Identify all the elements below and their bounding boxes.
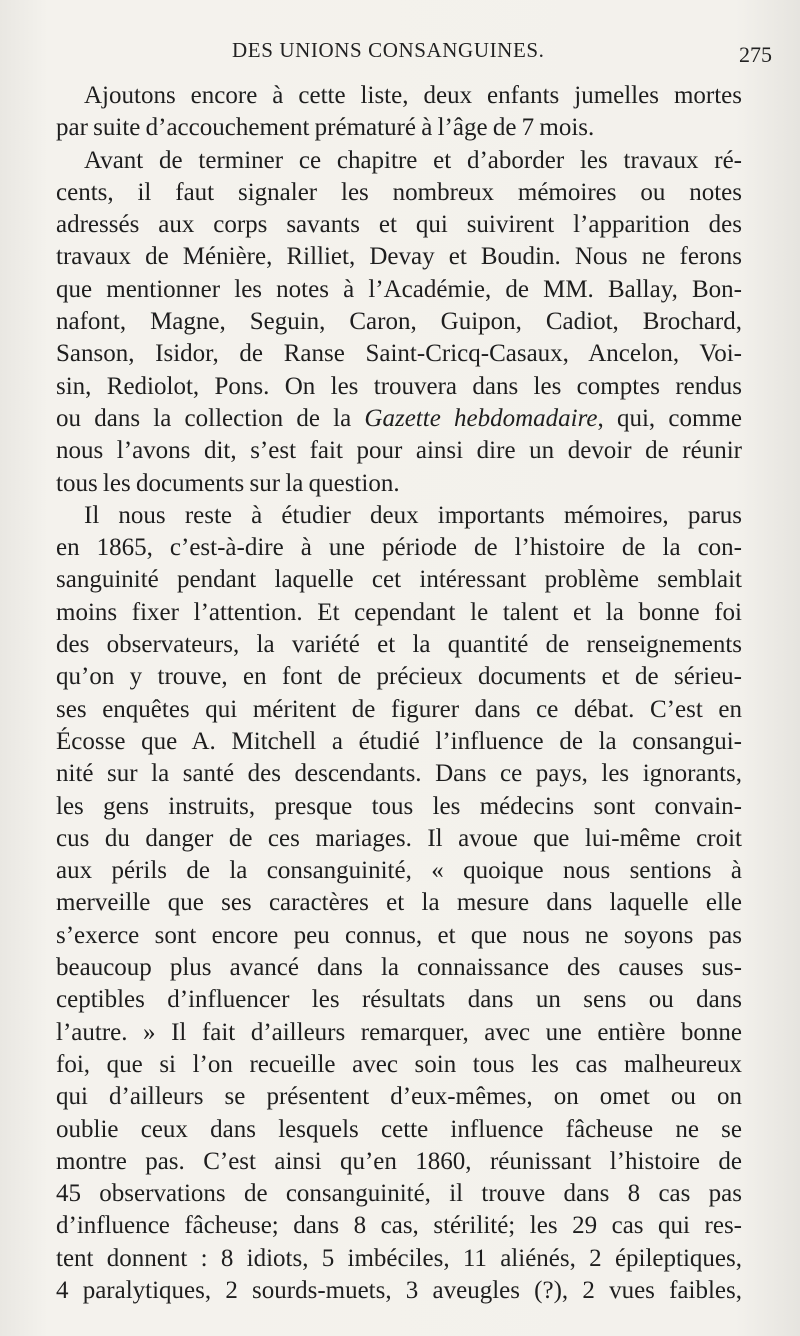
- text-line: merveille que ses caractères et la mesure dans laquelle elle: [56, 889, 742, 917]
- text-line: tous les documents sur la question.: [56, 469, 400, 497]
- text-line: [56, 403, 742, 435]
- text-line: sin, Rediolot, Pons. On les trouvera dans les comptes rendus: [56, 372, 742, 400]
- text-line: travaux de Ménière, Rilliet, Devay et Boudin. Nous ne ferons: [56, 243, 742, 271]
- text-line: qu’on y trouve, en font de précieux documents et de sérieu-: [56, 663, 742, 691]
- text-line: sanguinité pendant laquelle cet intéressant problème semblait: [56, 566, 742, 594]
- text-line: nous l’avons dit, s’est fait pour ainsi dire un devoir de réunir: [56, 437, 742, 465]
- text-line: foi, que si l’on recueille avec soin tous les cas malheureux: [56, 1050, 742, 1078]
- text-line: s’exerce sont encore peu connus, et que nous ne soyons pas: [56, 921, 742, 949]
- text-line: qui d’ailleurs se présentent d’eux-mêmes, on omet ou on: [56, 1083, 742, 1111]
- journal-title: Gazette hebdomadaire: [364, 404, 598, 432]
- text-line: montre pas. C’est ainsi qu’en 1860, réunissant l’histoire de: [56, 1147, 742, 1175]
- text-line: que mentionner les notes à l’Académie, de MM. Ballay, Bon-: [56, 275, 742, 303]
- text-line: moins fixer l’attention. Et cependant le talent et la bonne foi: [56, 598, 742, 626]
- text-line: par suite d’accouchement prématuré à l’âge de 7 mois.: [56, 114, 595, 142]
- page-number: 275: [739, 42, 772, 67]
- text-line: oublie ceux dans lesquels cette influence fâcheuse ne se: [56, 1115, 742, 1143]
- text-line: Sanson, Isidor, de Ranse Saint-Cricq-Casaux, Ancelon, Voi-: [56, 340, 742, 368]
- text-segment: , qui, comme: [597, 404, 742, 432]
- text-line: aux périls de la consanguinité, « quoique nous sentions à: [56, 857, 742, 885]
- text-line: 4 paralytiques, 2 sourds-muets, 3 aveugles (?), 2 vues faibles,: [56, 1276, 742, 1304]
- text-line: nité sur la santé des descendants. Dans ce pays, les ignorants,: [56, 760, 742, 788]
- text-line: Écosse que A. Mitchell a étudié l’influence de la consangui-: [56, 727, 742, 755]
- text-line: Avant de terminer ce chapitre et d’aborder les travaux ré-: [84, 146, 742, 174]
- text-line: cents, il faut signaler les nombreux mémoires ou notes: [56, 178, 742, 206]
- text-line: en 1865, c’est-à-dire à une période de l’histoire de la con-: [56, 534, 742, 562]
- text-line: beaucoup plus avancé dans la connaissance des causes sus-: [56, 954, 742, 982]
- text-line: l’autre. » Il fait d’ailleurs remarquer, avec une entière bonne: [56, 1018, 742, 1046]
- text-segment: ou dans la collection de la: [56, 404, 365, 432]
- text-line: Ajoutons encore à cette liste, deux enfants jumelles mortes: [84, 82, 742, 109]
- text-line: 45 observations de consanguinité, il trouve dans 8 cas pas: [56, 1180, 742, 1208]
- text-line: ses enquêtes qui méritent de figurer dans ce débat. C’est en: [56, 695, 742, 723]
- running-title: DES UNIONS CONSANGUINES.: [232, 38, 545, 62]
- running-header: [0, 34, 800, 74]
- body-text: [56, 80, 742, 1307]
- text-line: adressés aux corps savants et qui suivirent l’apparition des: [56, 211, 742, 239]
- text-line: Il nous reste à étudier deux importants mémoires, parus: [84, 501, 742, 529]
- text-line: nafont, Magne, Seguin, Caron, Guipon, Cadiot, Brochard,: [56, 308, 742, 336]
- text-line: les gens instruits, presque tous les médecins sont convain-: [56, 792, 742, 820]
- text-line: d’influence fâcheuse; dans 8 cas, stérilité; les 29 cas qui res-: [56, 1212, 742, 1240]
- text-line: cus du danger de ces mariages. Il avoue que lui-même croit: [56, 824, 742, 852]
- text-line: des observateurs, la variété et la quantité de renseignements: [56, 631, 742, 659]
- text-line: ceptibles d’influencer les résultats dans un sens ou dans: [56, 986, 742, 1014]
- text-line: tent donnent : 8 idiots, 5 imbéciles, 11 aliénés, 2 épileptiques,: [56, 1244, 742, 1272]
